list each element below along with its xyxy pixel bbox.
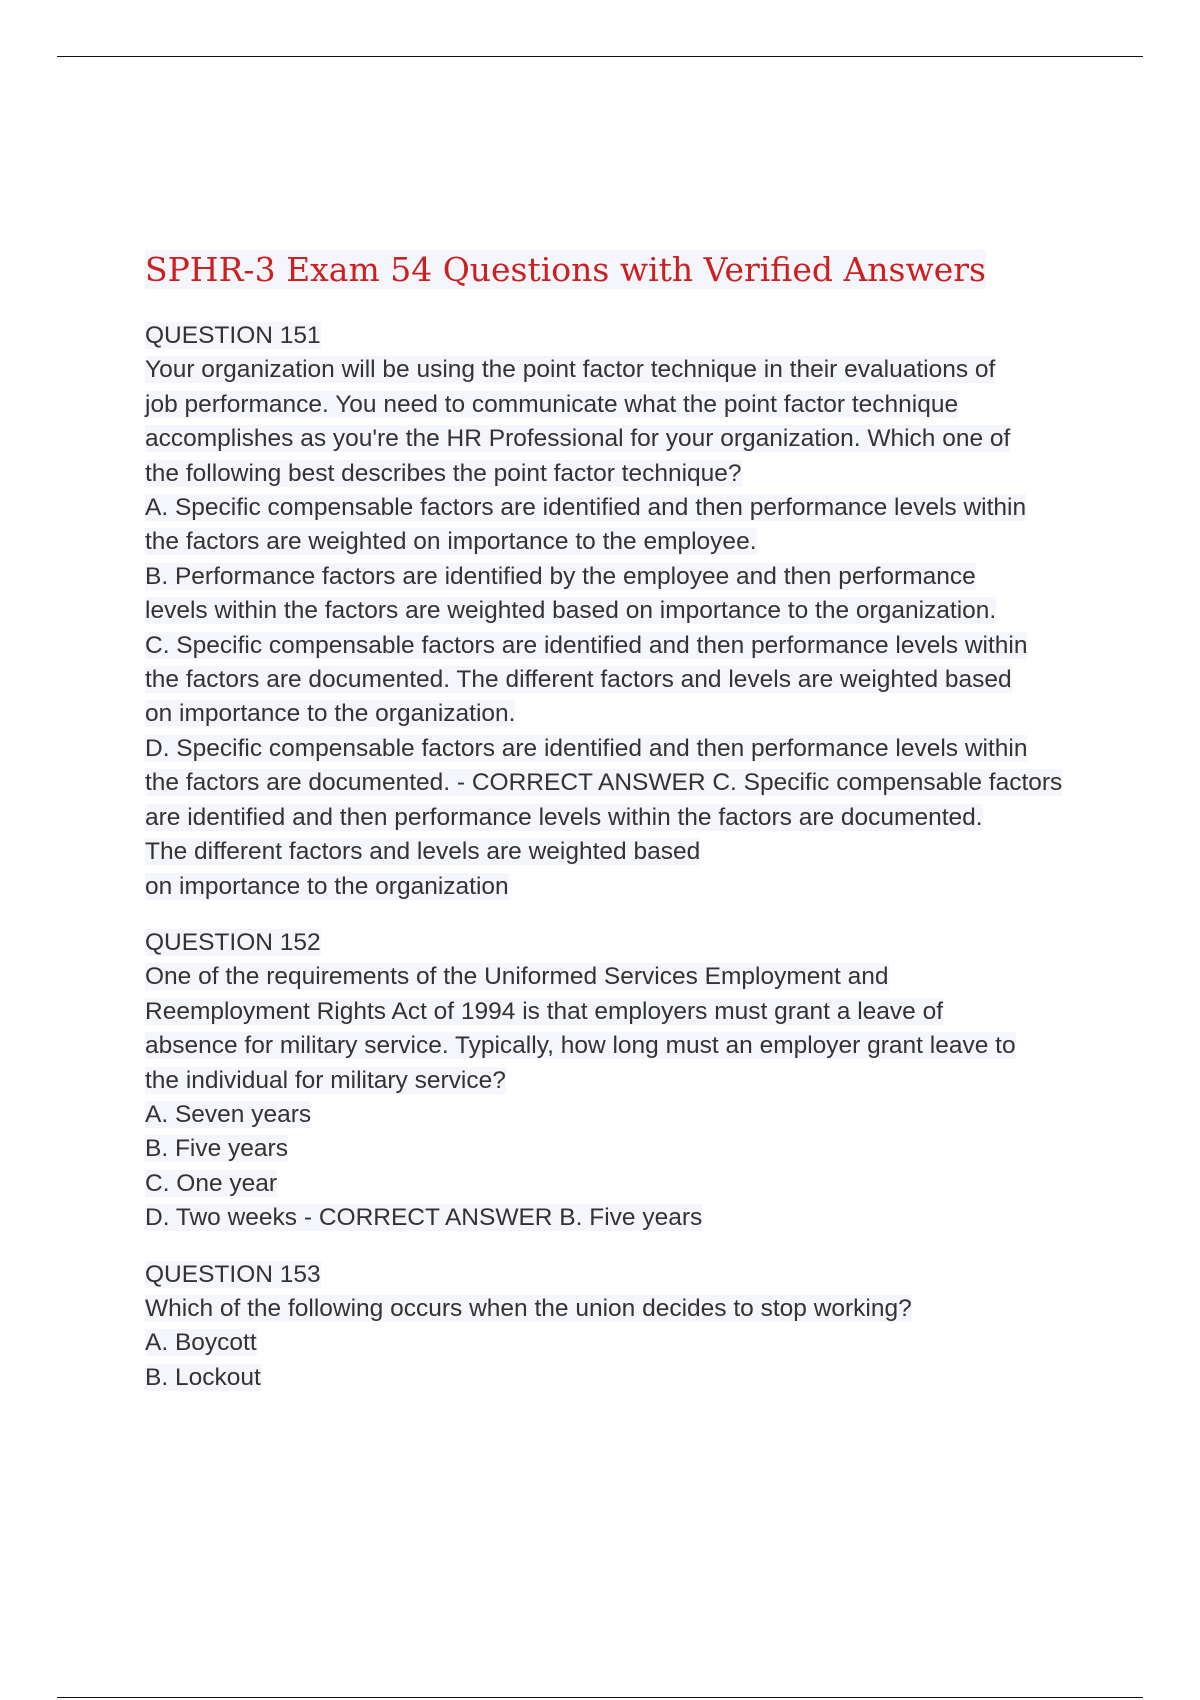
answer-option-b: B. Performance factors are identified by the employee and then performance xyxy=(145,562,976,590)
answer-option-c: the factors are documented. The different factors and levels are weighted based xyxy=(145,666,1012,694)
answer-option-b: levels within the factors are weighted based on importance to the organization. xyxy=(145,597,997,625)
footer-rule xyxy=(57,1697,1143,1698)
answer-option-c: on importance to the organization. xyxy=(145,700,516,728)
answer-option-d: D. Specific compensable factors are identified and then performance levels within xyxy=(145,734,1028,762)
question-text-line: Reemployment Rights Act of 1994 is that employers must grant a leave of xyxy=(145,997,944,1025)
question-text-line: the individual for military service? xyxy=(145,1066,506,1094)
answer-option-a: the factors are weighted on importance to the employee. xyxy=(145,528,757,556)
question-text-line: Your organization will be using the point factor technique in their evaluations of xyxy=(145,356,996,384)
question-text-line: Which of the following occurs when the union decides to stop working? xyxy=(145,1294,912,1322)
question-text-line: job performance. You need to communicate what the point factor technique xyxy=(145,390,959,418)
question-152 xyxy=(145,926,1085,1236)
correct-answer: on importance to the organization xyxy=(145,872,509,900)
answer-option-c: C. One year xyxy=(145,1169,278,1197)
question-text-line: One of the requirements of the Uniformed Services Employment and xyxy=(145,963,889,991)
question-heading: QUESTION 151 xyxy=(145,322,321,349)
question-text-line: absence for military service. Typically, how long must an employer grant leave to xyxy=(145,1032,1016,1060)
correct-answer: the factors are documented. - CORRECT ANSWER C. Specific compensable factors xyxy=(145,769,1063,797)
question-153 xyxy=(145,1258,1085,1396)
correct-answer: The different factors and levels are weighted based xyxy=(145,838,701,866)
document-body xyxy=(145,247,1085,1395)
answer-option-b: B. Five years xyxy=(145,1135,288,1163)
question-text-line: the following best describes the point factor technique? xyxy=(145,459,742,487)
question-151 xyxy=(145,319,1085,904)
document-title: SPHR-3 Exam 54 Questions with Verified Answers xyxy=(145,250,986,289)
correct-answer: D. Two weeks - CORRECT ANSWER B. Five years xyxy=(145,1204,703,1232)
question-heading: QUESTION 152 xyxy=(145,928,321,956)
answer-option-a: A. Specific compensable factors are identified and then performance levels within xyxy=(145,494,1027,522)
answer-option-b: B. Lockout xyxy=(145,1363,261,1391)
correct-answer: are identified and then performance levels within the factors are documented. xyxy=(145,803,983,831)
answer-option-c: C. Specific compensable factors are identified and then performance levels within xyxy=(145,631,1028,659)
header-rule xyxy=(57,56,1143,57)
answer-option-a: A. Boycott xyxy=(145,1329,257,1357)
question-text-line: accomplishes as you're the HR Professional for your organization. Which one of xyxy=(145,425,1011,453)
answer-option-a: A. Seven years xyxy=(145,1100,312,1128)
question-heading: QUESTION 153 xyxy=(145,1260,321,1288)
